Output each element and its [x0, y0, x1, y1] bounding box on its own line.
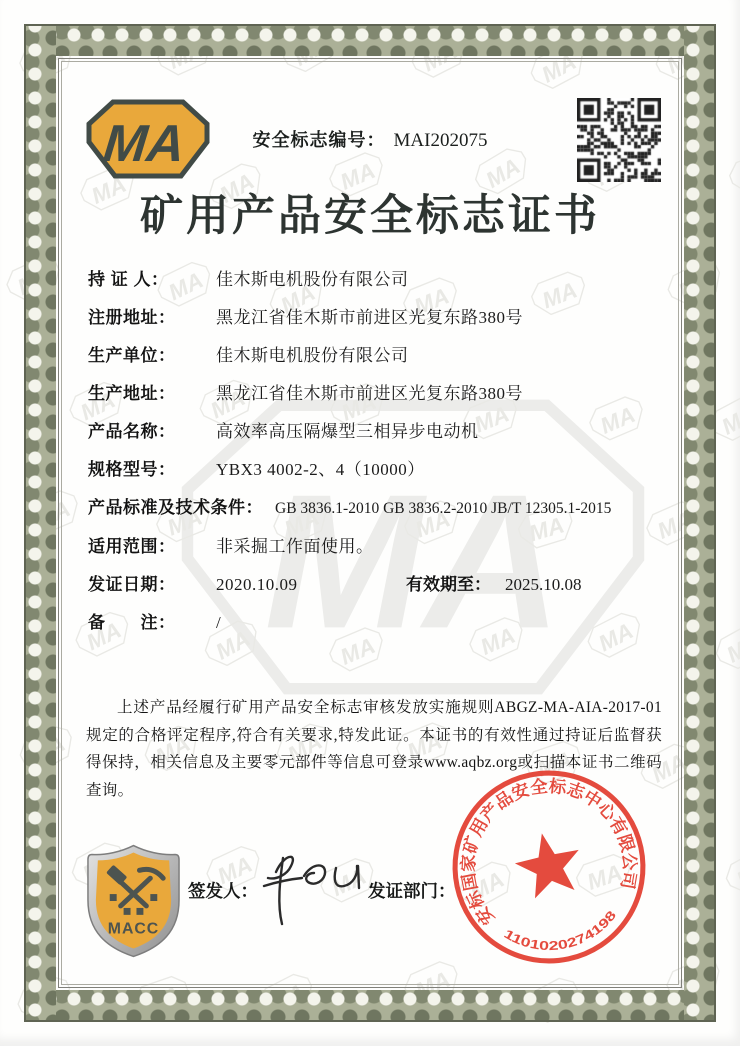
field-value: 黑龙江省佳木斯市前进区光复东路380号 [216, 384, 523, 403]
field-row-manufacturer [88, 344, 662, 367]
field-label: 注册地址： [88, 308, 176, 327]
certificate-title: 矿用产品安全标志证书 [140, 192, 600, 240]
valid-until-label: 有效期至： [406, 575, 491, 594]
issuing-department-label: 发证部门： [368, 881, 456, 901]
svg-text:MACC: MACC [107, 920, 160, 938]
field-value: 佳木斯电机股份有限公司 [216, 270, 409, 289]
field-row-holder [88, 268, 662, 291]
issue-date-label: 发证日期： [88, 575, 176, 594]
stamp-number: 1101020274198 [501, 910, 618, 954]
certificate-number-label: 安全标志编号： [252, 130, 386, 150]
issue-date-value: 2020.10.09 [216, 575, 298, 594]
stamp-text: 安标国家矿用产品安全标志中心有限公司 [457, 775, 641, 929]
official-red-stamp [448, 766, 650, 968]
signer-label: 签发人： [188, 881, 258, 901]
field-label: 生产地址： [88, 384, 176, 403]
statement-paragraph: 上述产品经履行矿用产品安全标志审核发放实施规则ABGZ-MA-AIA-2017-01规定的合格评定程序,符合有关要求,特发此证。本证书的有效性通过持证后监督获得保持，相关信息及主要零元部件等信息可登录www.aqbz.org或扫描本证书二维码查询。 [86, 699, 662, 799]
certificate-number-value: MAI202075 [393, 130, 488, 151]
macc-shield-icon [84, 842, 183, 960]
field-row-model [88, 458, 662, 481]
field-row-dates [88, 573, 662, 596]
signature [246, 842, 382, 934]
field-row-product-name [88, 420, 662, 443]
field-label: 产品标准及技术条件： [88, 498, 263, 517]
field-label: 产品名称： [88, 422, 176, 441]
field-label: 适用范围： [88, 537, 176, 556]
field-value: 佳木斯电机股份有限公司 [216, 346, 409, 365]
remark-value: / [216, 613, 222, 632]
field-value: 黑龙江省佳木斯市前进区光复东路380号 [216, 308, 523, 327]
valid-until-value: 2025.10.08 [505, 575, 582, 594]
field-value: 高效率高压隔爆型三相异步电动机 [216, 422, 479, 441]
remark-label: 备 注： [88, 613, 176, 632]
field-label: 持 证 人： [88, 270, 169, 289]
fields-table [88, 268, 662, 649]
field-value: GB 3836.1-2010 GB 3836.2-2010 JB/T 12305.1-2015 [275, 500, 612, 517]
field-row-scope [88, 535, 662, 558]
field-value: YBX3 4002-2、4（10000） [216, 460, 425, 479]
field-row-standards [88, 496, 662, 520]
qr-code [577, 98, 661, 182]
field-label: 生产单位： [88, 346, 176, 365]
field-row-remark [88, 611, 662, 634]
svg-text:MA: MA [100, 115, 188, 173]
field-row-production-address [88, 382, 662, 405]
field-value: 非采掘工作面使用。 [216, 537, 374, 556]
field-label: 规格型号： [88, 460, 176, 479]
field-row-registered-address [88, 306, 662, 329]
